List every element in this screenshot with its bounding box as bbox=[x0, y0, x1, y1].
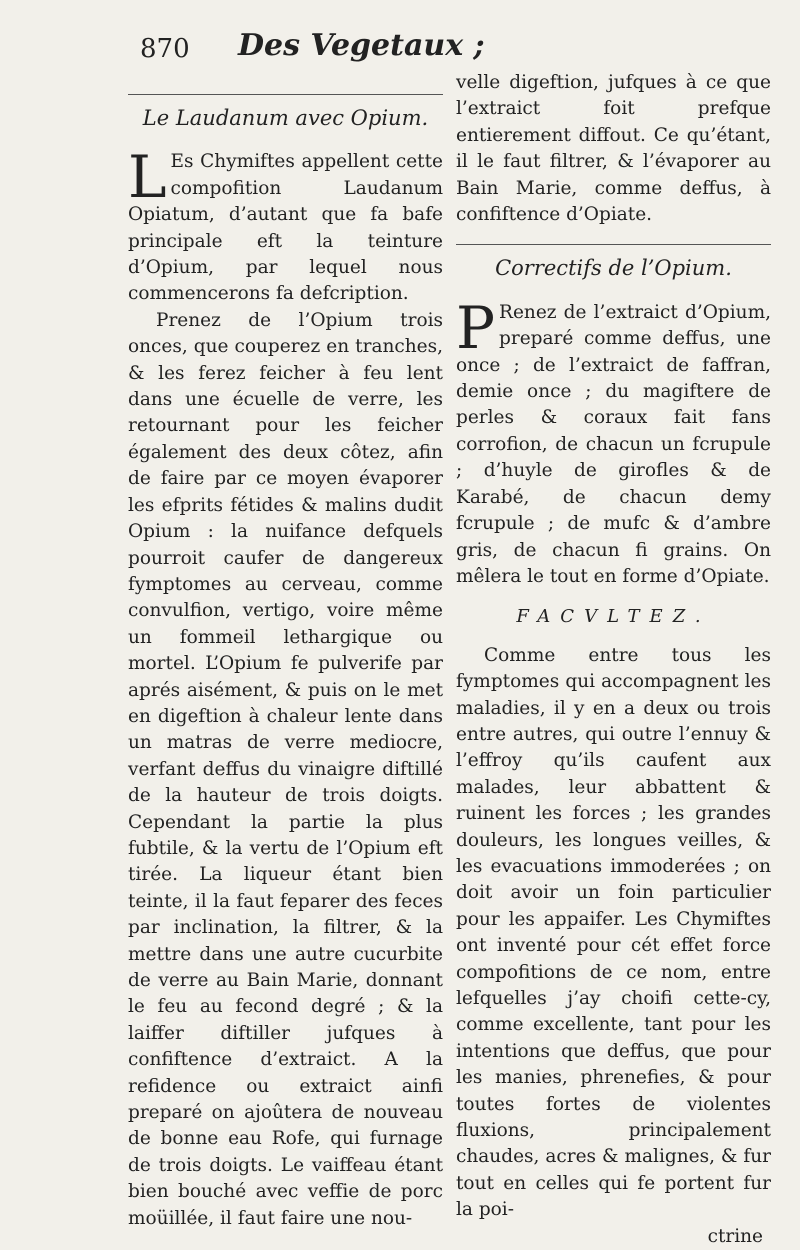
catchword: ctrine bbox=[707, 1225, 763, 1247]
running-title: Des Vegetaux ; bbox=[238, 28, 485, 63]
right-column bbox=[456, 70, 771, 1250]
paragraph bbox=[128, 143, 443, 307]
section-heading: Le Laudanum avec Opium. bbox=[142, 106, 429, 130]
paragraph: Comme entre tous les fymptomes qui accompagnent les maladies, il y en a deux ou trois entre autres, qui outre l’ennuy & l’effroy qu’ils caufent aux malades, leur abbattent & ruinent les forces ; les grandes douleurs, les longues veilles, & les evacuations immoderées ; on doit avoir un foin particulier pour les appaifer. Les Chymiftes ont inventé pour cét effet force compofitions de ce nom, entre lefquelles j’ay choifi cette-cy, comme excellente, tant pour les intentions que deffus, que pour les manies, phrenefies, & pour toutes fortes de violentes fluxions, principalement chaudes, acres & malignes, & fur tout en celles qui fe portent fur la poi- bbox=[456, 644, 771, 1221]
paragraph-text: Renez de l’extraict d’Opium, preparé comme deffus, une once ; de l’extraict de faffran, demie once ; du magiftere de perles & coraux fait fans corrofion, de chacun un fcrupule ; d’huyle de girofles & de Karabé, de chacun demy fcrupule ; de mufc & d’ambre gris, de chacun fi grains. On mêlera le tout en forme d’Opiate. bbox=[456, 301, 771, 587]
subsection-heading: FACVLTEZ. bbox=[516, 606, 711, 628]
drop-cap: P bbox=[456, 293, 496, 362]
paragraph-text: Es Chymiftes appellent cette compofition Laudanum Opiatum, d’autant que fa bafe principale eft la teinture d’Opium, par lequel nous commencerons fa defcription. bbox=[128, 151, 443, 305]
page-number: 870 bbox=[140, 34, 190, 64]
section-heading: Correctifs de l’Opium. bbox=[495, 256, 732, 281]
divider-rule bbox=[128, 94, 443, 95]
left-column bbox=[128, 78, 443, 1232]
divider-rule bbox=[456, 244, 771, 245]
drop-cap: L bbox=[128, 143, 167, 212]
paragraph: velle digeftion, jufques à ce que l’extraict foit prefque entierement diffout. Ce qu’étant, il le faut filtrer, & l’évaporer au Bain Marie, comme deffus, à confiftence d’Opiate. bbox=[456, 72, 771, 226]
paragraph: Prenez de l’Opium trois onces, que couperez en tranches, & les ferez feicher à feu lent dans une écuelle de verre, les retournant pour les feicher également des deux côtez, afin de faire par ce moyen évaporer les efprits fétides & malins dudit Opium : la nuifance defquels pourroit caufer de dangereux fymptomes au cerveau, comme convulfion, vertigo, voire même un fommeil lethargique ou mortel. L’Opium fe pulverife par aprés aisément, & puis on le met en digeftion à chaleur lente dans un matras de verre mediocre, verfant deffus du vinaigre diftillé de la hauteur de trois doigts. Cependant la partie la plus fubtile, & la vertu de l’Opium eft tirée. La liqueur étant bien teinte, il la faut feparer des feces par inclination, la filtrer, & la mettre dans une autre cucurbite de verre au Bain Marie, donnant le feu au fecond degré ; & la laiffer diftiller jufques à confiftence d’extraict. A la refidence ou extraict ainfi preparé on ajoûtera de nouveau de bonne eau Rofe, qui furnage de trois doigts. Le vaiffeau étant bien bouché avec veffie de porc moüillée, il faut faire une nou- bbox=[128, 309, 443, 1229]
paragraph bbox=[456, 293, 771, 590]
